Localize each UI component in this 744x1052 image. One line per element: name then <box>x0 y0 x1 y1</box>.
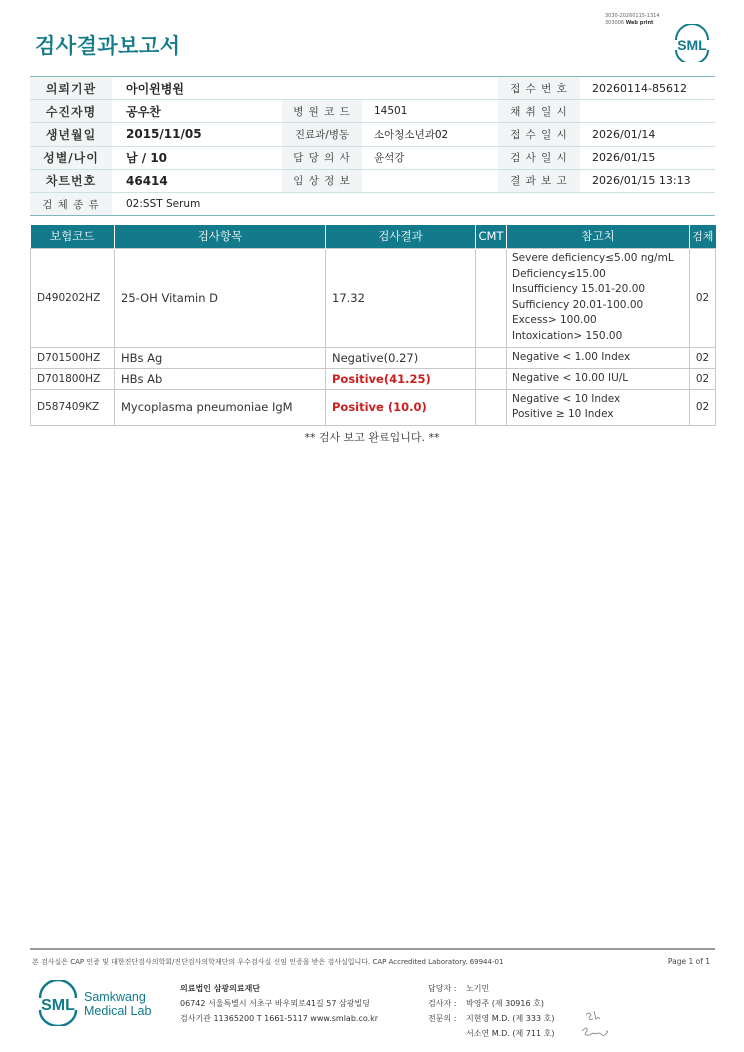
value-collection-date <box>580 100 715 122</box>
sml-logo <box>670 24 714 62</box>
brand-line-1: Samkwang <box>84 990 146 1004</box>
info-row <box>30 147 715 170</box>
ref-line: Negative < 1.00 Index <box>512 350 631 363</box>
sml-logo-footer <box>36 980 80 1026</box>
header-cmt: CMT <box>476 225 507 248</box>
info-row <box>30 100 715 123</box>
value-receipt-no: 20260114-85612 <box>592 81 687 95</box>
page-number: Page 1 of 1 <box>667 957 710 966</box>
value-specimen-type: 02:SST Serum <box>126 198 201 211</box>
cell-code: D587409KZ <box>31 389 115 425</box>
value-birth-date: 2015/11/05 <box>126 127 202 142</box>
cell-cmt <box>476 248 507 347</box>
cell-code: D701500HZ <box>31 347 115 368</box>
label-specimen-type: 검 체 종 류 <box>30 193 112 215</box>
stamp-line-1: 3030-20260115-1314 <box>605 13 660 19</box>
label-patient-name: 수진자명 <box>30 100 112 122</box>
print-stamp <box>605 13 660 27</box>
org-name: 의료법인 삼광의료재단 <box>180 984 261 993</box>
patient-info <box>30 76 715 216</box>
logo-text: SML <box>41 997 75 1014</box>
cell-spec: 02 <box>690 248 716 347</box>
staff-row: 전문의 : 지현영 M.D. (제 333 호) <box>428 1014 555 1023</box>
staff-info <box>428 981 554 1041</box>
info-row <box>30 123 715 146</box>
staff-row: 검사자 : 박영주 (제 30916 호) <box>428 999 544 1008</box>
footer-divider <box>30 948 715 950</box>
label-result-report: 결 과 보 고 <box>498 170 580 192</box>
signature-icon <box>578 1007 612 1041</box>
report-complete-text: ** 검사 보고 완료입니다. ** <box>304 431 440 444</box>
ref-line: Insufficiency 15.01-20.00 <box>512 283 646 295</box>
cell-ref <box>507 389 690 425</box>
organization-info <box>180 981 378 1026</box>
label-hospital-code: 병 원 코 드 <box>282 100 362 122</box>
ref-line: Deficiency≤15.00 <box>512 267 606 280</box>
ref-line: Negative < 10.00 IU/L <box>512 371 629 384</box>
ref-line: Negative < 10 Index <box>512 392 621 405</box>
org-contact: 검사기관 11365200 T 1661-5117 www.smlab.co.kr <box>180 1014 379 1023</box>
cell-code: D490202HZ <box>31 248 115 347</box>
cell-result: 17.32 <box>326 248 476 347</box>
info-row <box>30 77 715 100</box>
cell-result-positive: Positive (10.0) <box>326 389 476 425</box>
label-birth-date: 생년월일 <box>30 123 112 145</box>
cell-spec: 02 <box>690 368 716 389</box>
value-patient-name: 공우찬 <box>126 104 161 119</box>
value-hospital-code: 14501 <box>374 105 408 118</box>
org-address: 06742 서울특별시 서초구 바우뫼로41길 57 삼광빌딩 <box>180 999 370 1008</box>
table-row <box>31 368 716 389</box>
ref-line: Intoxication> 150.00 <box>512 329 623 342</box>
results-table <box>30 225 716 426</box>
header-ref: 참고치 <box>507 225 690 248</box>
info-row <box>30 170 715 193</box>
header-code: 보험코드 <box>31 225 115 248</box>
cell-code: D701800HZ <box>31 368 115 389</box>
ref-line: Positive ≥ 10 Index <box>512 408 614 420</box>
ref-line: Sufficiency 20.01-100.00 <box>512 298 644 311</box>
value-requester: 아이윈병원 <box>126 81 184 96</box>
cell-item: 25-OH Vitamin D <box>115 248 326 347</box>
table-row <box>31 248 716 347</box>
logo-text: SML <box>677 37 707 53</box>
brand-name <box>84 990 151 1018</box>
cell-item: HBs Ag <box>115 347 326 368</box>
cell-ref <box>507 368 690 389</box>
label-requester: 의뢰기관 <box>30 77 112 99</box>
cell-spec: 02 <box>690 347 716 368</box>
ref-line: Severe deficiency≤5.00 ng/mL <box>512 252 674 264</box>
cell-cmt <box>476 368 507 389</box>
table-row <box>31 347 716 368</box>
value-doctor: 윤석강 <box>374 152 405 165</box>
table-header-row <box>31 225 716 248</box>
cell-cmt <box>476 347 507 368</box>
value-clinical-info <box>362 170 498 192</box>
table-row <box>31 389 716 425</box>
value-result-report: 2026/01/15 13:13 <box>592 174 691 188</box>
label-sex-age: 성별/나이 <box>30 147 112 169</box>
cell-cmt <box>476 389 507 425</box>
cell-result-positive: Positive(41.25) <box>326 368 476 389</box>
header-item: 검사항목 <box>115 225 326 248</box>
staff-row: 담당자 : 노기민 <box>428 984 490 993</box>
cell-ref <box>507 347 690 368</box>
stamp-line-2: 303006 Web print <box>605 20 654 26</box>
staff-row: 서소연 M.D. (제 711 호) <box>466 1029 555 1038</box>
value-test-date: 2026/01/15 <box>592 151 656 165</box>
label-department: 진료과/병동 <box>282 123 362 145</box>
label-doctor: 담 당 의 사 <box>282 147 362 169</box>
header-spec: 검체 <box>690 225 716 248</box>
cell-item: HBs Ab <box>115 368 326 389</box>
value-chart-no: 46414 <box>126 173 168 188</box>
value-department: 소아청소년과02 <box>374 128 449 141</box>
ref-line: Excess> 100.00 <box>512 314 597 326</box>
report-title: 검사결과보고서 <box>35 34 181 58</box>
label-test-date: 검 사 일 시 <box>498 147 580 169</box>
header-result: 검사결과 <box>326 225 476 248</box>
brand-line-2: Medical Lab <box>84 1004 152 1018</box>
cell-ref <box>507 248 690 347</box>
cell-result: Negative(0.27) <box>326 347 476 368</box>
label-chart-no: 차트번호 <box>30 170 112 192</box>
label-receipt-date: 접 수 일 시 <box>498 123 580 145</box>
info-row <box>30 193 715 216</box>
accreditation-note: 본 검사실은 CAP 인증 및 대한진단검사의학회/진단검사의학재단의 우수검사실 신임 인증을 받은 검사실입니다. CAP Accredited Laboratory. 69944-01 <box>32 958 504 966</box>
label-clinical-info: 임 상 정 보 <box>282 170 362 192</box>
cell-spec: 02 <box>690 389 716 425</box>
value-sex-age: 남 / 10 <box>126 151 168 166</box>
value-receipt-date: 2026/01/14 <box>592 127 656 141</box>
label-collection-date: 채 취 일 시 <box>498 100 580 122</box>
cell-item: Mycoplasma pneumoniae IgM <box>115 389 326 425</box>
label-receipt-no: 접 수 번 호 <box>498 77 580 99</box>
